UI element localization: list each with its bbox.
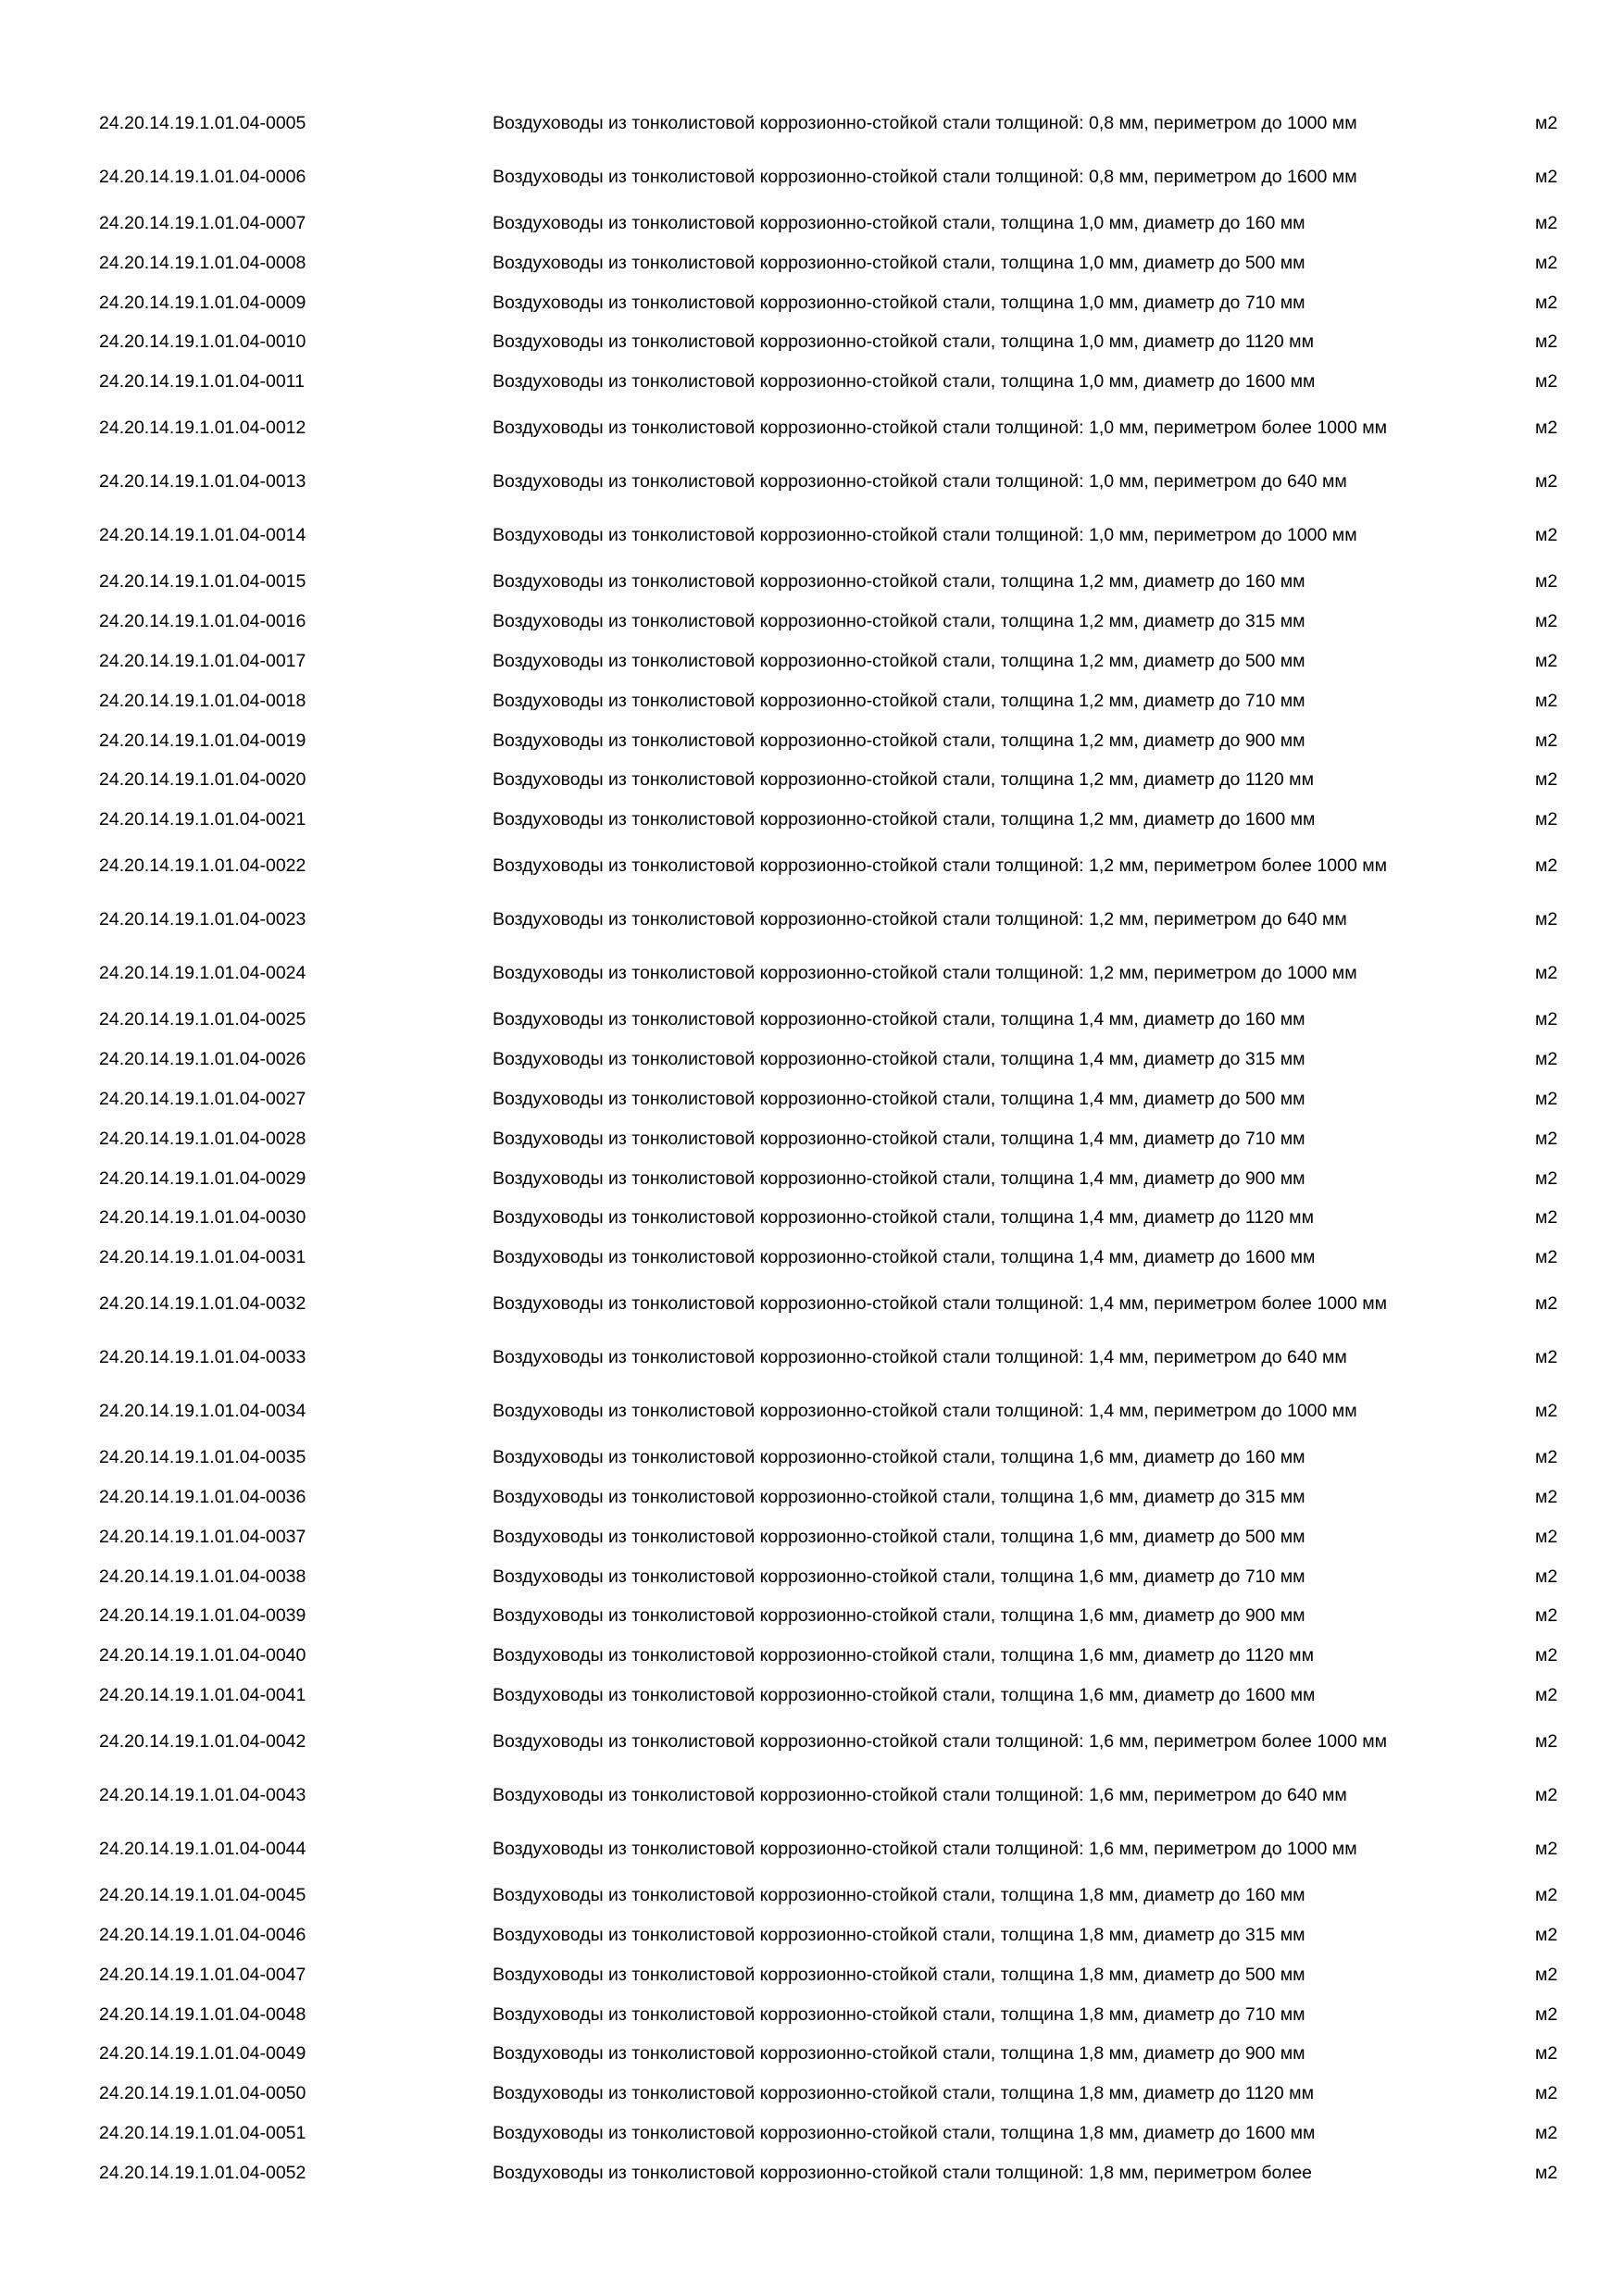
row-code: 24.20.14.19.1.01.04-0019 bbox=[99, 730, 306, 751]
row-unit: м2 bbox=[1535, 112, 1558, 133]
row-unit: м2 bbox=[1535, 1838, 1558, 1859]
row-description: Воздуховоды из тонколистовой коррозионно-стойкой стали толщиной: 1,4 мм, периметром более 1000 мм bbox=[493, 1293, 1388, 1315]
table-row bbox=[0, 1915, 1624, 1955]
row-unit: м2 bbox=[1535, 611, 1558, 632]
row-code: 24.20.14.19.1.01.04-0033 bbox=[99, 1347, 306, 1368]
row-unit: м2 bbox=[1535, 909, 1558, 930]
table-row bbox=[0, 2152, 1624, 2192]
table-row bbox=[0, 96, 1624, 150]
row-unit: м2 bbox=[1535, 1401, 1558, 1421]
row-code: 24.20.14.19.1.01.04-0045 bbox=[99, 1885, 306, 1906]
table-row bbox=[0, 1238, 1624, 1278]
row-code: 24.20.14.19.1.01.04-0032 bbox=[99, 1293, 306, 1315]
row-unit: м2 bbox=[1535, 471, 1558, 493]
row-unit: м2 bbox=[1535, 1925, 1558, 1946]
row-unit: м2 bbox=[1535, 1293, 1558, 1315]
row-unit: м2 bbox=[1535, 690, 1558, 711]
table-row bbox=[0, 642, 1624, 681]
row-description: Воздуховоды из тонколистовой коррозионно-стойкой стали толщиной: 1,0 мм, периметром более 1000 мм bbox=[493, 418, 1388, 439]
row-unit: м2 bbox=[1535, 2003, 1558, 2025]
row-code: 24.20.14.19.1.01.04-0015 bbox=[99, 571, 306, 593]
table-row bbox=[0, 150, 1624, 204]
table-row bbox=[0, 243, 1624, 282]
row-unit: м2 bbox=[1535, 1049, 1558, 1070]
row-code: 24.20.14.19.1.01.04-0020 bbox=[99, 769, 306, 791]
table-row bbox=[0, 602, 1624, 642]
row-code: 24.20.14.19.1.01.04-0038 bbox=[99, 1566, 306, 1587]
table-row bbox=[0, 455, 1624, 508]
row-code: 24.20.14.19.1.01.04-0047 bbox=[99, 1964, 306, 1985]
row-description: Воздуховоды из тонколистовой коррозионно-стойкой стали, толщина 1,6 мм, диаметр до 1120 мм bbox=[493, 1645, 1314, 1666]
row-unit: м2 bbox=[1535, 809, 1558, 830]
row-description: Воздуховоды из тонколистовой коррозионно-стойкой стали, толщина 1,8 мм, диаметр до 315 мм bbox=[493, 1925, 1305, 1946]
row-code: 24.20.14.19.1.01.04-0051 bbox=[99, 2123, 306, 2144]
table-row bbox=[0, 282, 1624, 322]
row-code: 24.20.14.19.1.01.04-0026 bbox=[99, 1049, 306, 1070]
row-unit: м2 bbox=[1535, 1487, 1558, 1508]
row-code: 24.20.14.19.1.01.04-0007 bbox=[99, 212, 306, 233]
row-unit: м2 bbox=[1535, 1645, 1558, 1666]
row-unit: м2 bbox=[1535, 1566, 1558, 1587]
row-description: Воздуховоды из тонколистовой коррозионно-стойкой стали, толщина 1,0 мм, диаметр до 710 мм bbox=[493, 292, 1305, 313]
row-description: Воздуховоды из тонколистовой коррозионно-стойкой стали, толщина 1,6 мм, диаметр до 500 мм bbox=[493, 1526, 1305, 1547]
row-unit: м2 bbox=[1535, 1785, 1558, 1806]
row-unit: м2 bbox=[1535, 1605, 1558, 1627]
row-code: 24.20.14.19.1.01.04-0013 bbox=[99, 471, 306, 493]
row-description: Воздуховоды из тонколистовой коррозионно-стойкой стали толщиной: 1,0 мм, периметром до 1000 мм bbox=[493, 525, 1357, 546]
row-unit: м2 bbox=[1535, 525, 1558, 546]
table-row bbox=[0, 402, 1624, 455]
table-row bbox=[0, 2034, 1624, 2074]
row-code: 24.20.14.19.1.01.04-0037 bbox=[99, 1526, 306, 1547]
row-code: 24.20.14.19.1.01.04-0021 bbox=[99, 809, 306, 830]
row-unit: м2 bbox=[1535, 1731, 1558, 1753]
row-code: 24.20.14.19.1.01.04-0018 bbox=[99, 690, 306, 711]
row-description: Воздуховоды из тонколистовой коррозионно-стойкой стали, толщина 1,8 мм, диаметр до 1600 мм bbox=[493, 2123, 1316, 2144]
row-code: 24.20.14.19.1.01.04-0030 bbox=[99, 1207, 306, 1229]
row-unit: м2 bbox=[1535, 1447, 1558, 1468]
row-description: Воздуховоды из тонколистовой коррозионно-стойкой стали толщиной: 1,6 мм, периметром более 1000 мм bbox=[493, 1731, 1388, 1753]
row-description: Воздуховоды из тонколистовой коррозионно-стойкой стали толщиной: 1,2 мм, периметром до 640 мм bbox=[493, 909, 1347, 930]
row-code: 24.20.14.19.1.01.04-0022 bbox=[99, 855, 306, 877]
row-code: 24.20.14.19.1.01.04-0039 bbox=[99, 1605, 306, 1627]
row-unit: м2 bbox=[1535, 1247, 1558, 1268]
row-unit: м2 bbox=[1535, 418, 1558, 439]
row-unit: м2 bbox=[1535, 2162, 1558, 2183]
row-description: Воздуховоды из тонколистовой коррозионно-стойкой стали толщиной: 0,8 мм, периметром до 1600 мм bbox=[493, 166, 1357, 187]
row-code: 24.20.14.19.1.01.04-0049 bbox=[99, 2043, 306, 2065]
table-row bbox=[0, 1715, 1624, 1768]
table-row bbox=[0, 892, 1624, 946]
row-unit: м2 bbox=[1535, 769, 1558, 791]
row-unit: м2 bbox=[1535, 166, 1558, 187]
row-code: 24.20.14.19.1.01.04-0036 bbox=[99, 1487, 306, 1508]
row-code: 24.20.14.19.1.01.04-0034 bbox=[99, 1401, 306, 1421]
row-unit: м2 bbox=[1535, 1526, 1558, 1547]
table-row bbox=[0, 2074, 1624, 2114]
row-unit: м2 bbox=[1535, 571, 1558, 593]
row-code: 24.20.14.19.1.01.04-0040 bbox=[99, 1645, 306, 1666]
row-description: Воздуховоды из тонколистовой коррозионно-стойкой стали, толщина 1,4 мм, диаметр до 710 мм bbox=[493, 1128, 1305, 1149]
row-code: 24.20.14.19.1.01.04-0023 bbox=[99, 909, 306, 930]
table-row bbox=[0, 1556, 1624, 1596]
table-row bbox=[0, 1040, 1624, 1079]
row-unit: м2 bbox=[1535, 1885, 1558, 1906]
table-row bbox=[0, 1822, 1624, 1876]
row-code: 24.20.14.19.1.01.04-0028 bbox=[99, 1128, 306, 1149]
table-row bbox=[0, 1994, 1624, 2034]
table-row bbox=[0, 800, 1624, 840]
row-description: Воздуховоды из тонколистовой коррозионно-стойкой стали, толщина 1,2 мм, диаметр до 315 мм bbox=[493, 611, 1305, 632]
row-code: 24.20.14.19.1.01.04-0027 bbox=[99, 1088, 306, 1109]
row-description: Воздуховоды из тонколистовой коррозионно-стойкой стали, толщина 1,8 мм, диаметр до 160 мм bbox=[493, 1885, 1305, 1906]
row-code: 24.20.14.19.1.01.04-0010 bbox=[99, 331, 306, 353]
row-unit: м2 bbox=[1535, 855, 1558, 877]
row-unit: м2 bbox=[1535, 730, 1558, 751]
row-description: Воздуховоды из тонколистовой коррозионно-стойкой стали, толщина 1,2 мм, диаметр до 1120 мм bbox=[493, 769, 1314, 791]
table-row bbox=[0, 1517, 1624, 1557]
price-list-table bbox=[0, 96, 1624, 2192]
row-description: Воздуховоды из тонколистовой коррозионно-стойкой стали, толщина 1,0 мм, диаметр до 1600 мм bbox=[493, 371, 1316, 393]
row-code: 24.20.14.19.1.01.04-0006 bbox=[99, 166, 306, 187]
row-unit: м2 bbox=[1535, 212, 1558, 233]
row-description: Воздуховоды из тонколистовой коррозионно-стойкой стали, толщина 1,0 мм, диаметр до 500 мм bbox=[493, 252, 1305, 273]
table-row bbox=[0, 946, 1624, 1000]
row-description: Воздуховоды из тонколистовой коррозионно-стойкой стали, толщина 1,8 мм, диаметр до 500 мм bbox=[493, 1964, 1305, 1985]
row-description: Воздуховоды из тонколистовой коррозионно-стойкой стали толщиной: 1,2 мм, периметром более 1000 мм bbox=[493, 855, 1388, 877]
row-description: Воздуховоды из тонколистовой коррозионно-стойкой стали толщиной: 1,4 мм, периметром до 640 мм bbox=[493, 1347, 1347, 1368]
row-unit: м2 bbox=[1535, 1167, 1558, 1189]
row-code: 24.20.14.19.1.01.04-0035 bbox=[99, 1447, 306, 1468]
row-code: 24.20.14.19.1.01.04-0029 bbox=[99, 1167, 306, 1189]
row-unit: м2 bbox=[1535, 331, 1558, 353]
row-description: Воздуховоды из тонколистовой коррозионно-стойкой стали, толщина 1,4 мм, диаметр до 315 мм bbox=[493, 1049, 1305, 1070]
row-description: Воздуховоды из тонколистовой коррозионно-стойкой стали толщиной: 1,6 мм, периметром до 1000 мм bbox=[493, 1838, 1357, 1859]
row-code: 24.20.14.19.1.01.04-0012 bbox=[99, 418, 306, 439]
row-code: 24.20.14.19.1.01.04-0009 bbox=[99, 292, 306, 313]
row-description: Воздуховоды из тонколистовой коррозионно-стойкой стали, толщина 1,2 мм, диаметр до 710 мм bbox=[493, 690, 1305, 711]
table-row bbox=[0, 1000, 1624, 1040]
row-description: Воздуховоды из тонколистовой коррозионно-стойкой стали, толщина 1,4 мм, диаметр до 900 мм bbox=[493, 1167, 1305, 1189]
table-row bbox=[0, 508, 1624, 562]
row-code: 24.20.14.19.1.01.04-0044 bbox=[99, 1838, 306, 1859]
row-description: Воздуховоды из тонколистовой коррозионно-стойкой стали толщиной: 1,6 мм, периметром до 640 мм bbox=[493, 1785, 1347, 1806]
row-code: 24.20.14.19.1.01.04-0016 bbox=[99, 611, 306, 632]
row-description: Воздуховоды из тонколистовой коррозионно-стойкой стали, толщина 1,6 мм, диаметр до 315 мм bbox=[493, 1487, 1305, 1508]
table-row bbox=[0, 760, 1624, 800]
row-description: Воздуховоды из тонколистовой коррозионно-стойкой стали, толщина 1,4 мм, диаметр до 1120 мм bbox=[493, 1207, 1314, 1229]
table-row bbox=[0, 1596, 1624, 1636]
table-row bbox=[0, 1198, 1624, 1238]
row-unit: м2 bbox=[1535, 1964, 1558, 1985]
row-code: 24.20.14.19.1.01.04-0011 bbox=[99, 371, 305, 393]
row-code: 24.20.14.19.1.01.04-0042 bbox=[99, 1731, 306, 1753]
row-description: Воздуховоды из тонколистовой коррозионно-стойкой стали, толщина 1,0 мм, диаметр до 1120 мм bbox=[493, 331, 1314, 353]
table-row bbox=[0, 2114, 1624, 2153]
row-description: Воздуховоды из тонколистовой коррозионно-стойкой стали, толщина 1,6 мм, диаметр до 900 мм bbox=[493, 1605, 1305, 1627]
table-row bbox=[0, 720, 1624, 760]
row-unit: м2 bbox=[1535, 371, 1558, 393]
row-unit: м2 bbox=[1535, 292, 1558, 313]
row-description: Воздуховоды из тонколистовой коррозионно-стойкой стали, толщина 1,4 мм, диаметр до 1600 мм bbox=[493, 1247, 1316, 1268]
table-row bbox=[0, 1676, 1624, 1716]
row-description: Воздуховоды из тонколистовой коррозионно-стойкой стали, толщина 1,2 мм, диаметр до 500 мм bbox=[493, 650, 1305, 671]
table-row bbox=[0, 1278, 1624, 1331]
row-code: 24.20.14.19.1.01.04-0024 bbox=[99, 963, 306, 984]
row-code: 24.20.14.19.1.01.04-0005 bbox=[99, 112, 306, 133]
row-unit: м2 bbox=[1535, 1347, 1558, 1368]
row-code: 24.20.14.19.1.01.04-0025 bbox=[99, 1009, 306, 1030]
table-row bbox=[0, 1330, 1624, 1384]
row-description: Воздуховоды из тонколистовой коррозионно-стойкой стали толщиной: 1,2 мм, периметром до 1000 мм bbox=[493, 963, 1357, 984]
table-row bbox=[0, 1079, 1624, 1119]
row-description: Воздуховоды из тонколистовой коррозионно-стойкой стали, толщина 1,8 мм, диаметр до 900 мм bbox=[493, 2043, 1305, 2065]
table-row bbox=[0, 1478, 1624, 1517]
row-description: Воздуховоды из тонколистовой коррозионно-стойкой стали толщиной: 1,4 мм, периметром до 1000 мм bbox=[493, 1401, 1357, 1421]
table-row bbox=[0, 1438, 1624, 1478]
row-code: 24.20.14.19.1.01.04-0008 bbox=[99, 252, 306, 273]
table-row bbox=[0, 562, 1624, 602]
row-unit: м2 bbox=[1535, 963, 1558, 984]
row-code: 24.20.14.19.1.01.04-0041 bbox=[99, 1685, 306, 1706]
table-row bbox=[0, 840, 1624, 893]
row-unit: м2 bbox=[1535, 2043, 1558, 2065]
row-description: Воздуховоды из тонколистовой коррозионно-стойкой стали, толщина 1,4 мм, диаметр до 500 мм bbox=[493, 1088, 1305, 1109]
table-row bbox=[0, 1954, 1624, 1994]
row-description: Воздуховоды из тонколистовой коррозионно-стойкой стали толщиной: 1,0 мм, периметром до 640 мм bbox=[493, 471, 1347, 493]
row-unit: м2 bbox=[1535, 2083, 1558, 2104]
row-code: 24.20.14.19.1.01.04-0048 bbox=[99, 2003, 306, 2025]
table-row bbox=[0, 1384, 1624, 1438]
row-unit: м2 bbox=[1535, 1685, 1558, 1706]
row-description: Воздуховоды из тонколистовой коррозионно-стойкой стали, толщина 1,0 мм, диаметр до 160 мм bbox=[493, 212, 1305, 233]
row-description: Воздуховоды из тонколистовой коррозионно-стойкой стали, толщина 1,2 мм, диаметр до 900 мм bbox=[493, 730, 1305, 751]
row-code: 24.20.14.19.1.01.04-0050 bbox=[99, 2083, 306, 2104]
row-unit: м2 bbox=[1535, 252, 1558, 273]
row-code: 24.20.14.19.1.01.04-0014 bbox=[99, 525, 306, 546]
row-description: Воздуховоды из тонколистовой коррозионно-стойкой стали, толщина 1,8 мм, диаметр до 710 мм bbox=[493, 2003, 1305, 2025]
row-unit: м2 bbox=[1535, 1128, 1558, 1149]
table-row bbox=[0, 680, 1624, 720]
table-row bbox=[0, 1768, 1624, 1822]
row-code: 24.20.14.19.1.01.04-0017 bbox=[99, 650, 306, 671]
row-unit: м2 bbox=[1535, 2123, 1558, 2144]
row-description: Воздуховоды из тонколистовой коррозионно-стойкой стали, толщина 1,4 мм, диаметр до 160 мм bbox=[493, 1009, 1305, 1030]
row-description: Воздуховоды из тонколистовой коррозионно-стойкой стали, толщина 1,6 мм, диаметр до 1600 мм bbox=[493, 1685, 1316, 1706]
row-code: 24.20.14.19.1.01.04-0052 bbox=[99, 2162, 306, 2183]
row-code: 24.20.14.19.1.01.04-0046 bbox=[99, 1925, 306, 1946]
row-unit: м2 bbox=[1535, 1207, 1558, 1229]
row-code: 24.20.14.19.1.01.04-0043 bbox=[99, 1785, 306, 1806]
table-row bbox=[0, 1876, 1624, 1915]
table-row bbox=[0, 204, 1624, 243]
row-description: Воздуховоды из тонколистовой коррозионно-стойкой стали, толщина 1,6 мм, диаметр до 710 мм bbox=[493, 1566, 1305, 1587]
row-description: Воздуховоды из тонколистовой коррозионно-стойкой стали толщиной: 1,8 мм, периметром более bbox=[493, 2162, 1313, 2183]
table-row bbox=[0, 1636, 1624, 1676]
row-unit: м2 bbox=[1535, 1009, 1558, 1030]
row-description: Воздуховоды из тонколистовой коррозионно-стойкой стали, толщина 1,2 мм, диаметр до 160 мм bbox=[493, 571, 1305, 593]
table-row bbox=[0, 322, 1624, 362]
row-description: Воздуховоды из тонколистовой коррозионно-стойкой стали, толщина 1,2 мм, диаметр до 1600 мм bbox=[493, 809, 1316, 830]
table-row bbox=[0, 362, 1624, 402]
row-description: Воздуховоды из тонколистовой коррозионно-стойкой стали толщиной: 0,8 мм, периметром до 1000 мм bbox=[493, 112, 1357, 133]
row-code: 24.20.14.19.1.01.04-0031 bbox=[99, 1247, 306, 1268]
row-description: Воздуховоды из тонколистовой коррозионно-стойкой стали, толщина 1,6 мм, диаметр до 160 мм bbox=[493, 1447, 1305, 1468]
row-description: Воздуховоды из тонколистовой коррозионно-стойкой стали, толщина 1,8 мм, диаметр до 1120 мм bbox=[493, 2083, 1314, 2104]
row-unit: м2 bbox=[1535, 1088, 1558, 1109]
table-row bbox=[0, 1118, 1624, 1158]
row-unit: м2 bbox=[1535, 650, 1558, 671]
table-row bbox=[0, 1158, 1624, 1198]
